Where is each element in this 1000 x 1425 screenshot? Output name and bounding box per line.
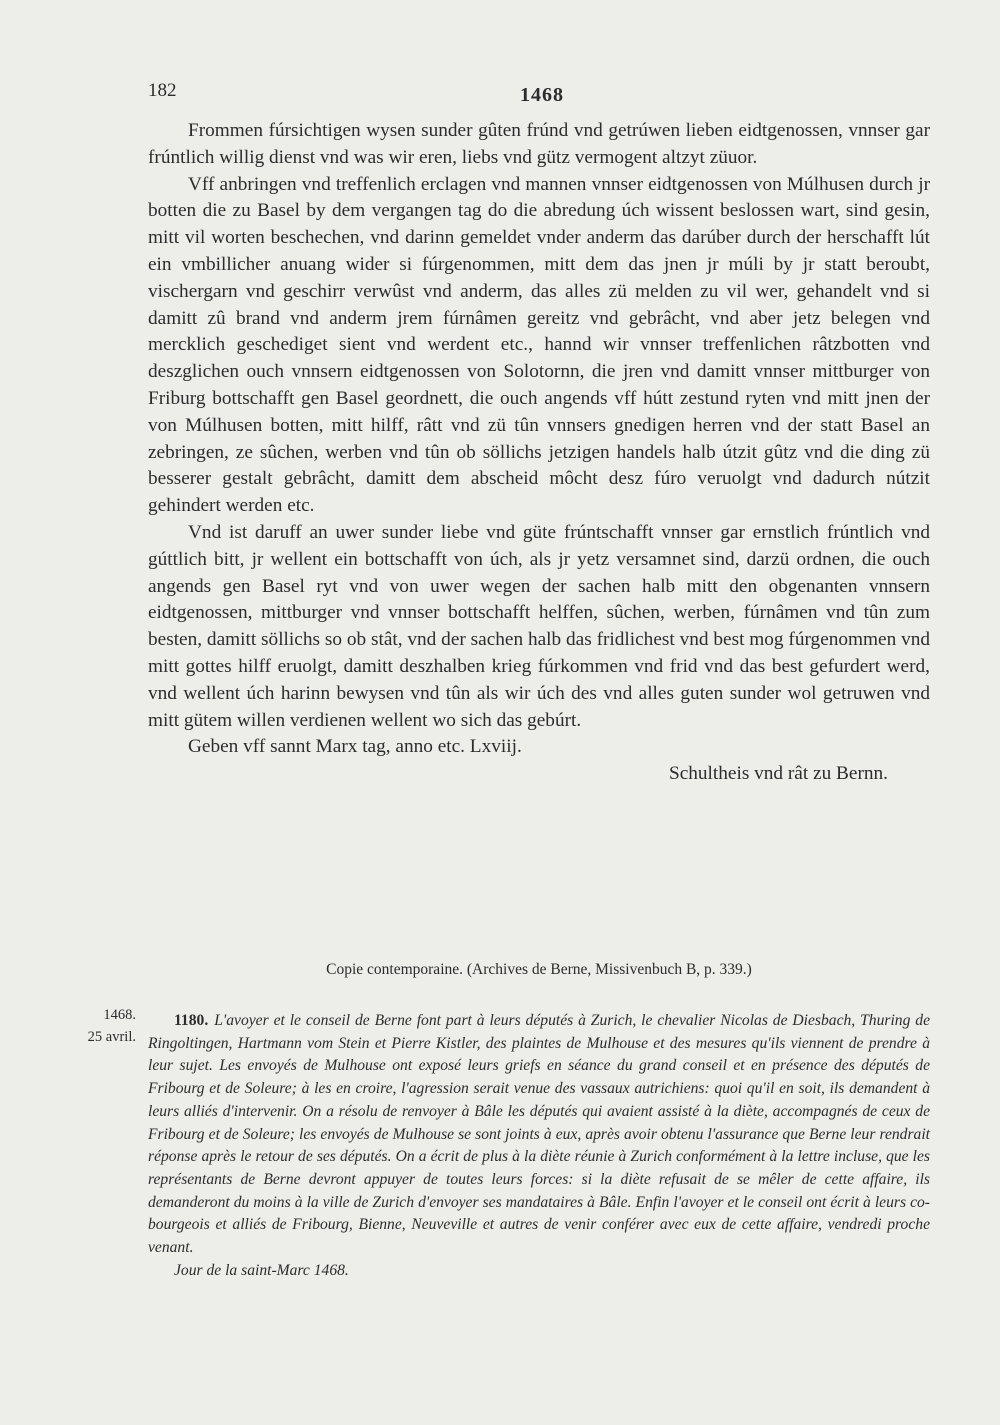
year-heading: 1468	[520, 84, 564, 106]
entry-number: 1180.	[174, 1012, 209, 1029]
letter-signature: Schultheis vnd rât zu Bernn.	[668, 763, 888, 785]
margin-year: 1468.	[103, 1007, 136, 1023]
source-note: Copie contemporaine. (Archives de Berne, Missivenbuch B, p. 339.)	[326, 961, 752, 978]
document-entry	[148, 1010, 930, 1282]
letter-body	[148, 118, 930, 788]
letter-paragraph: Frommen fúrsichtigen wysen sunder gûten frúnd vnd getrúwen lieben eidtgenossen, vnnser gar frúntlich willig dienst vnd was wir eren, liebs vnd gütz vermogent altzyt züuor.	[148, 120, 930, 168]
letter-dating: Geben vff sannt Marx tag, anno etc. Lxviij.	[188, 736, 522, 758]
entry-summary-paragraph	[148, 1010, 930, 1260]
margin-day: 25 avril.	[87, 1029, 136, 1045]
letter-paragraph: Vnd ist daruff an uwer sunder liebe vnd güte frúntschafft vnnser gar ernstlich frúntlich vnd gúttlich bitt, jr wellent ein bottschafft von úch, als jr yetz versamnet sind, darzü ordnen, die ouch angends gen Basel ryt vnd von uwer wegen der sachen halb mitt den obgenanten vnnsern eidtgenossen, mittburger vnd vnnser bottschafft helffen, sûchen, werben, fúrnâmen vnd tûn zum besten, damitt söllichs so ob stât, vnd der sachen halb das fridlichest vnd best mog fúrgenommen vnd mitt gottes hilff eruolgt, damitt deszhalben krieg fúrkommen vnd frid vnd das best gefurdert werd, vnd wellent úch harinn bewysen vnd tûn als wir úch des vnd alles guten sunder wol getruwen vnd mitt gütem willen verdienen wellent wo sich das gebúrt.	[148, 521, 930, 731]
letter-paragraph: Vff anbringen vnd treffenlich erclagen vnd mannen vnnser eidtgenossen von Múlhusen durch jr botten die zu Basel by dem vergangen tag do die abredung úch wissent beslossen wart, sind gesin, mitt vil worten beschechen, vnd darinn gemeldet vnder anderm das darúber durch der herschafft lút ein vmbillicher anuang wider si fúrgenommen, mitt dem das jnen jr múli by jr statt beroubt, vischergarn vnd geschirr verwûst vnd anderm, das alles zü melden zu vil wer, gehandelt vnd si damitt zû brand vnd anderm jrem fúrnâmen gereitz vnd gebrâcht, vnd aber jetz belegen vnd mercklich geschediget sient vnd werdent etc., hannd wir vnnser treffenlichen râtzbotten vnd deszglichen ouch vnnsern eidtgenossen von Solotornn, die jren vnd damitt vnnser mittburger von Friburg bottschafft gen Basel geordnett, die ouch angends vff hútt zestund ryten vnd mitt jnen der von Múlhusen botten, mitt hilff, râtt vnd zü tûn vnnsers gnedigen herren vnd der statt Basel an zebringen, ze sûchen, werben vnd tûn ob söllichs jetzigen handels halb útzit gûtz vnd die ding zü besserer gestalt gebrâcht, damitt dem abscheid môcht desz fúro veruolgt vnd dadurch nútzit gehindert werden etc.	[148, 173, 930, 517]
entry-date-line: Jour de la saint-Marc 1468.	[174, 1261, 349, 1279]
margin-date	[58, 1004, 136, 1048]
page-number: 182	[148, 80, 177, 101]
entry-summary: L'avoyer et le conseil de Berne font part à leurs députés à Zurich, le chevalier Nicolas de Diesbach, Thuring de Ringoltingen, Hartmann vom Stein et Pierre Kistler, des plaintes de Mulhouse et des mesures qu'ils viennent de prendre à leur sujet. Les envoyés de Mulhouse ont exposé leurs griefs en séance du grand conseil et en présence des députés de Fribourg et de Soleure; à les en croire, l'agression serait venue des vassaux autrichiens: quoi qu'il en soit, ils demandent à leurs alliés d'intervenir. On a résolu de renvoyer à Bâle les députés qui avaient assisté à la diète, accompagnés de ceux de Fribourg et de Soleure; les envoyés de Mulhouse se sont joints à eux, après avoir obtenu l'assurance que Berne leur rendrait réponse après le retour de ses députés. On a écrit de plus à la diète réunie à Zurich conformément à la lettre incluse, que les représentants de Berne devront appuyer de toutes leurs forces: si la diète refusait de se mêler de cette affaire, ils demanderont du moins à la ville de Zurich d'envoyer ses mandataires à Bâle. Enfin l'avoyer et le conseil ont écrit à leurs co-bourgeois et alliés de Fribourg, Bienne, Neuveville et autres de venir conférer avec eux de cette affaire, vendredi proche venant.	[148, 1012, 930, 1257]
